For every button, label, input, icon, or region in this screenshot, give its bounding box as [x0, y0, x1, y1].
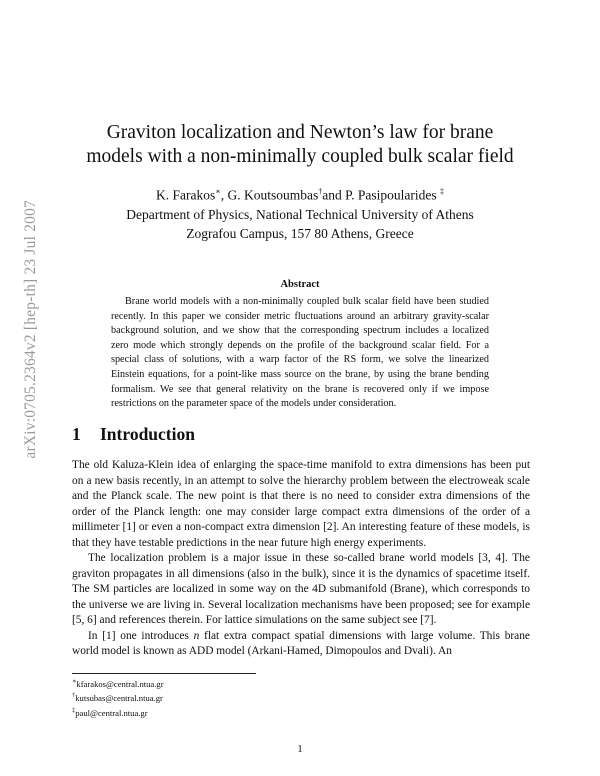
affiliation: Department of Physics, National Technical University of Athens — [126, 206, 474, 222]
author-name: K. Farakos — [156, 187, 216, 203]
abstract-text: Brane world models with a non-minimally coupled bulk scalar field have been studied recently. In this paper we consider metric fluctuations around an arbitrary gravity-scalar background solution, and we show that the corresponding spectrum includes a localized zero mode which strongly depends on the profile of the background scalar field. For a special class of solutions, with a warp factor of the RS form, we solve the linearized Einstein equations, for a point-like mass source on the brane, by using the brane bending formalism. We see that general relativity on the brane is recovered only if we impose restrictions on the parameter space of the models under consideration. — [111, 296, 489, 410]
author-list — [70, 182, 530, 205]
section-title: Introduction — [100, 424, 195, 444]
footnote — [72, 676, 164, 690]
address: Zografou Campus, 157 80 Athens, Greece — [186, 225, 414, 241]
title-line-1: Graviton localization and Newton’s law for brane — [106, 122, 494, 143]
section-number: 1 — [72, 424, 81, 444]
footnote-mark: † — [318, 187, 323, 196]
abstract-heading: Abstract — [280, 279, 320, 290]
footnote-mark: ∗ — [72, 678, 77, 685]
footnote-email: paul@central.ntua.gr — [75, 707, 148, 718]
footnote-email: kutsubas@central.ntua.gr — [75, 693, 163, 704]
paragraph-text: flat extra compact spatial dimensions with large volume. This brane world model is known as ADD model (Arkani-Hamed, Dimopoulos and Dvali). An — [72, 629, 530, 657]
title-line-2: models with a non-minimally coupled bulk scalar field — [86, 146, 514, 167]
paragraph — [72, 629, 530, 660]
math-variable: n — [193, 629, 200, 642]
paragraph: The old Kaluza-Klein idea of enlarging the space-time manifold to extra dimensions has been put on a new basis recently, in an attempt to solve the hierarchy problem between the electroweak scale and the Planck scale. The new point is that there is no need to consider extra dimensions of the order of the Planck length: one may consider large compact extra dimensions of the order of a millimeter [1] or even a non-compact extra dimension [2]. An interesting feature of these models, is that they have testable predictions in the near future high energy experiments. — [72, 459, 530, 549]
footnote-divider — [72, 673, 256, 674]
footnote — [72, 705, 164, 719]
footnote-mark: † — [72, 692, 76, 700]
author-name: , G. Koutsoumbas — [220, 187, 319, 203]
section-heading — [72, 424, 195, 445]
footnotes — [72, 676, 164, 719]
footnote-mark: ‡ — [72, 706, 76, 714]
paper-title — [70, 121, 530, 169]
paragraph: The localization problem is a major issue in these so-called brane world models [3, 4]. The graviton propagates in all dimensions (also in the bulk), since it is the dynamics of spacetime itself. The SM particles are localized in some way on the 4D submanifold (Brane), which corresponds to the universe we are living in. Several localization mechanisms have been proposed; see for example [5, 6] and references therein. For lattice simulations on the same subject see [7]. — [72, 552, 530, 626]
footnote-email: kfarakos@central.ntua.gr — [76, 678, 164, 689]
footnote-mark: ‡ — [439, 187, 444, 196]
footnote — [72, 690, 164, 704]
arxiv-identifier-stamp: arXiv:0705.2364v2 [hep-th] 23 Jul 2007 — [22, 200, 39, 459]
body-text — [72, 458, 530, 660]
page-number: 1 — [297, 743, 303, 755]
paragraph-text: In [1] one introduces — [88, 629, 194, 642]
footnote-mark: ∗ — [215, 187, 221, 196]
author-block — [70, 182, 530, 243]
author-name: and P. Pasipoularides — [322, 187, 437, 203]
